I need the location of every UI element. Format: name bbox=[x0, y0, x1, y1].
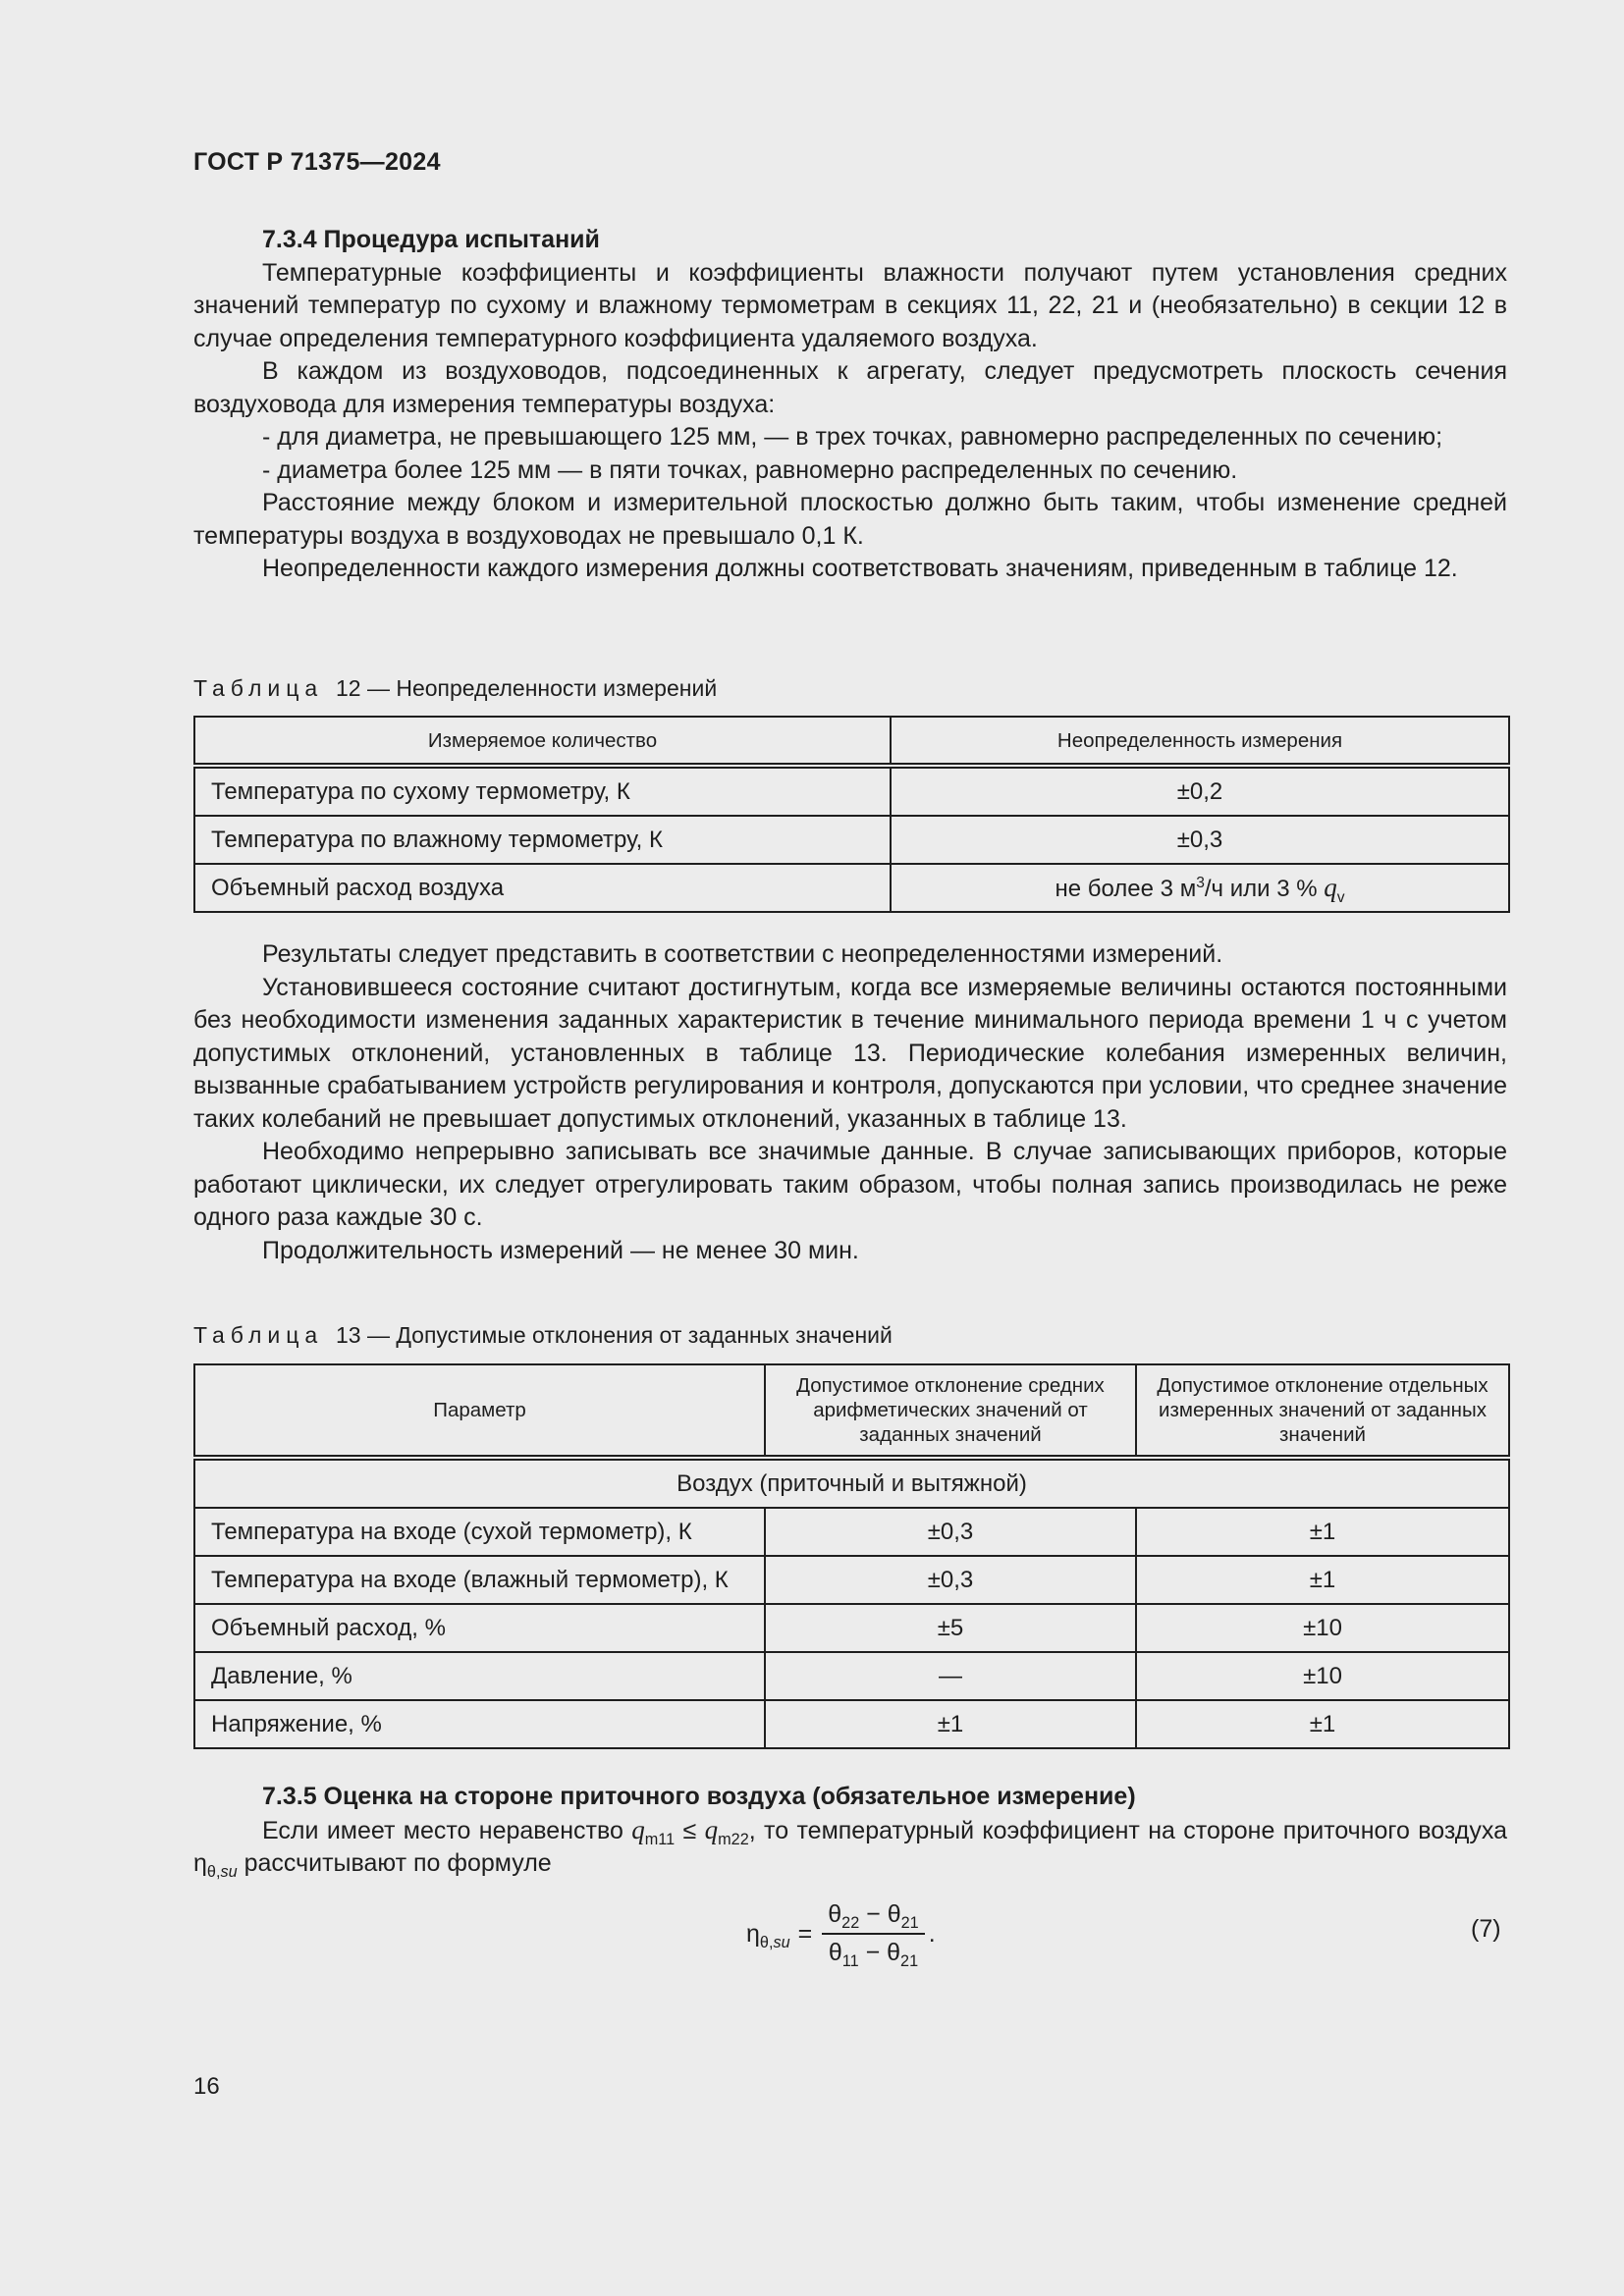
subscript bbox=[760, 1934, 790, 1951]
section-7-3-5 bbox=[193, 1781, 1507, 1881]
table-cell: — bbox=[765, 1652, 1136, 1700]
subscript-part: su bbox=[220, 1863, 238, 1881]
variable-symbol: η bbox=[193, 1849, 207, 1877]
symbol: θ bbox=[887, 1939, 901, 1966]
text-run: ≤ bbox=[675, 1816, 705, 1844]
paragraph: Необходимо непрерывно записывать все значимые данные. В случае записывающих приборов, которые работают циклически, их следует отрегулировать таким образом, чтобы полная запись производилась не реже одного раза каждые 30 с. bbox=[193, 1138, 1507, 1231]
table-row bbox=[194, 1604, 1509, 1652]
formula-lhs bbox=[746, 1920, 790, 1949]
formula-7 bbox=[746, 1896, 936, 1971]
table-row bbox=[194, 766, 1509, 816]
column-header: Параметр bbox=[194, 1364, 765, 1458]
text-run: , то температурный коэффициент на стороне приточного воздуха bbox=[748, 1816, 1507, 1844]
middle-text bbox=[193, 938, 1507, 1267]
column-header: Неопределенность измерения bbox=[891, 717, 1509, 766]
table-cell: ±1 bbox=[1136, 1508, 1509, 1556]
table-cell: Давление, % bbox=[194, 1652, 765, 1700]
table-12 bbox=[193, 716, 1510, 913]
page-number: 16 bbox=[193, 2073, 220, 2100]
subscript: 11 bbox=[841, 1952, 859, 1970]
paragraph: В каждом из воздуховодов, подсоединенных к агрегату, следует предусмотреть плоскость сечения воздуховода для измерения температуры воздуха: bbox=[193, 357, 1507, 418]
symbol: θ bbox=[828, 1900, 842, 1928]
subscript-part: θ, bbox=[759, 1933, 774, 1951]
symbol: θ bbox=[887, 1900, 901, 1928]
column-header: Измеряемое количество bbox=[194, 717, 891, 766]
section-cell: Воздух (приточный и вытяжной) bbox=[194, 1458, 1509, 1508]
equation-number: (7) bbox=[1471, 1915, 1501, 1943]
table-cell: ±0,3 bbox=[891, 816, 1509, 864]
table-cell bbox=[891, 864, 1509, 912]
standard-code: ГОСТ Р 71375—2024 bbox=[193, 148, 441, 176]
table-13 bbox=[193, 1363, 1510, 1749]
table-cell: Напряжение, % bbox=[194, 1700, 765, 1748]
text-run: Если имеет место неравенство bbox=[262, 1816, 632, 1844]
subscript: 22 bbox=[841, 1914, 860, 1932]
paragraph: Неопределенности каждого измерения должны соответствовать значениям, приведенным в таблице 12. bbox=[262, 555, 1458, 582]
paragraph bbox=[193, 1814, 1507, 1881]
paragraph: Расстояние между блоком и измерительной плоскостью должно быть таким, чтобы изменение средней температуры воздуха в воздуховодах не превышало 0,1 К. bbox=[193, 489, 1507, 550]
table-cell: Температура по сухому термометру, К bbox=[194, 766, 891, 816]
section-heading: 7.3.4 Процедура испытаний bbox=[262, 226, 600, 253]
subscript: v bbox=[1336, 888, 1345, 906]
table-row bbox=[194, 1508, 1509, 1556]
fraction bbox=[822, 1900, 924, 1970]
paragraph: Установившееся состояние считают достигнутым, когда все измеряемые величины остаются постоянными без необходимости изменения заданных характеристик в течение минимального периода времени 1 ч с учетом допустимых отклонений, установленных в таблице 13. Периодические колебания измеренных величин, вызванные срабатыванием устройств регулирования и контроля, допускаются при условии, что среднее значение таких колебаний не превышает допустимых отклонений, указанных в таблице 13. bbox=[193, 973, 1507, 1133]
caption-title: 13 — Допустимые отклонения от заданных значений bbox=[335, 1322, 893, 1348]
numerator bbox=[822, 1900, 924, 1935]
superscript: 3 bbox=[1196, 875, 1205, 891]
column-header: Допустимое отклонение средних арифметических значений от заданных значений bbox=[765, 1364, 1136, 1458]
table-header-row bbox=[194, 717, 1509, 766]
variable-symbol: q bbox=[631, 1814, 645, 1844]
section-heading: 7.3.5 Оценка на стороне приточного воздуха (обязательное измерение) bbox=[262, 1783, 1136, 1810]
table-cell: ±1 bbox=[765, 1700, 1136, 1748]
table-cell: Температура на входе (влажный термометр), К bbox=[194, 1556, 765, 1604]
formula-period: . bbox=[928, 1919, 936, 1948]
variable-symbol: η bbox=[746, 1919, 760, 1948]
caption-title: 12 — Неопределенности измерений bbox=[335, 675, 718, 701]
subscript: 21 bbox=[900, 1952, 919, 1970]
table-row bbox=[194, 1652, 1509, 1700]
table-row bbox=[194, 864, 1509, 912]
table-cell: Объемный расход воздуха bbox=[194, 864, 891, 912]
column-header: Допустимое отклонение отдельных измеренных значений от заданных значений bbox=[1136, 1364, 1509, 1458]
table-cell: ±1 bbox=[1136, 1700, 1509, 1748]
subscript: 21 bbox=[900, 1914, 919, 1932]
table-cell: Температура по влажному термометру, К bbox=[194, 816, 891, 864]
operator: − bbox=[858, 1939, 888, 1966]
table-cell: ±10 bbox=[1136, 1604, 1509, 1652]
table-cell: Температура на входе (сухой термометр), К bbox=[194, 1508, 765, 1556]
caption-label: Таблица bbox=[193, 1322, 324, 1348]
paragraph: Результаты следует представить в соответствии с неопределенностями измерений. bbox=[262, 940, 1223, 968]
paragraph: Температурные коэффициенты и коэффициенты влажности получают путем установления средних значений температур по сухому и влажному термометрам в секциях 11, 22, 21 и (необязательно) в секции 12 в случае определения температурного коэффициента удаляемого воздуха. bbox=[193, 258, 1507, 352]
subscript: m22 bbox=[718, 1830, 749, 1848]
table-section-row bbox=[194, 1458, 1509, 1508]
table-12-caption bbox=[193, 675, 717, 702]
subscript bbox=[207, 1863, 238, 1881]
table-cell: ±0,3 bbox=[765, 1508, 1136, 1556]
caption-label: Таблица bbox=[193, 675, 324, 701]
table-cell: ±0,3 bbox=[765, 1556, 1136, 1604]
cell-text: /ч или 3 % bbox=[1204, 876, 1325, 902]
table-cell: ±1 bbox=[1136, 1556, 1509, 1604]
variable-symbol: q bbox=[1324, 873, 1337, 902]
table-13-caption bbox=[193, 1322, 893, 1349]
table-header-row bbox=[194, 1364, 1509, 1458]
list-item: - диаметра более 125 мм — в пяти точках, равномерно распределенных по сечению. bbox=[262, 455, 1238, 484]
section-7-3-4 bbox=[193, 224, 1507, 586]
cell-text: не более 3 м bbox=[1055, 876, 1197, 902]
denominator bbox=[823, 1935, 924, 1970]
symbol: θ bbox=[828, 1939, 842, 1966]
equals-sign: = bbox=[797, 1919, 813, 1948]
table-cell: Объемный расход, % bbox=[194, 1604, 765, 1652]
table-row bbox=[194, 816, 1509, 864]
subscript-part: θ, bbox=[206, 1863, 221, 1881]
list-item: - для диаметра, не превышающего 125 мм, — в трех точках, равномерно распределенных по сечению; bbox=[262, 423, 1443, 451]
operator: − bbox=[859, 1900, 888, 1928]
table-cell: ±5 bbox=[765, 1604, 1136, 1652]
subscript: m11 bbox=[644, 1830, 676, 1848]
table-row bbox=[194, 1556, 1509, 1604]
subscript-part: su bbox=[773, 1933, 790, 1951]
table-row bbox=[194, 1700, 1509, 1748]
variable-symbol: q bbox=[704, 1814, 719, 1844]
table-cell: ±0,2 bbox=[891, 766, 1509, 816]
table-cell: ±10 bbox=[1136, 1652, 1509, 1700]
paragraph: Продолжительность измерений — не менее 30 мин. bbox=[262, 1236, 859, 1264]
text-run: рассчитывают по формуле bbox=[237, 1849, 552, 1877]
